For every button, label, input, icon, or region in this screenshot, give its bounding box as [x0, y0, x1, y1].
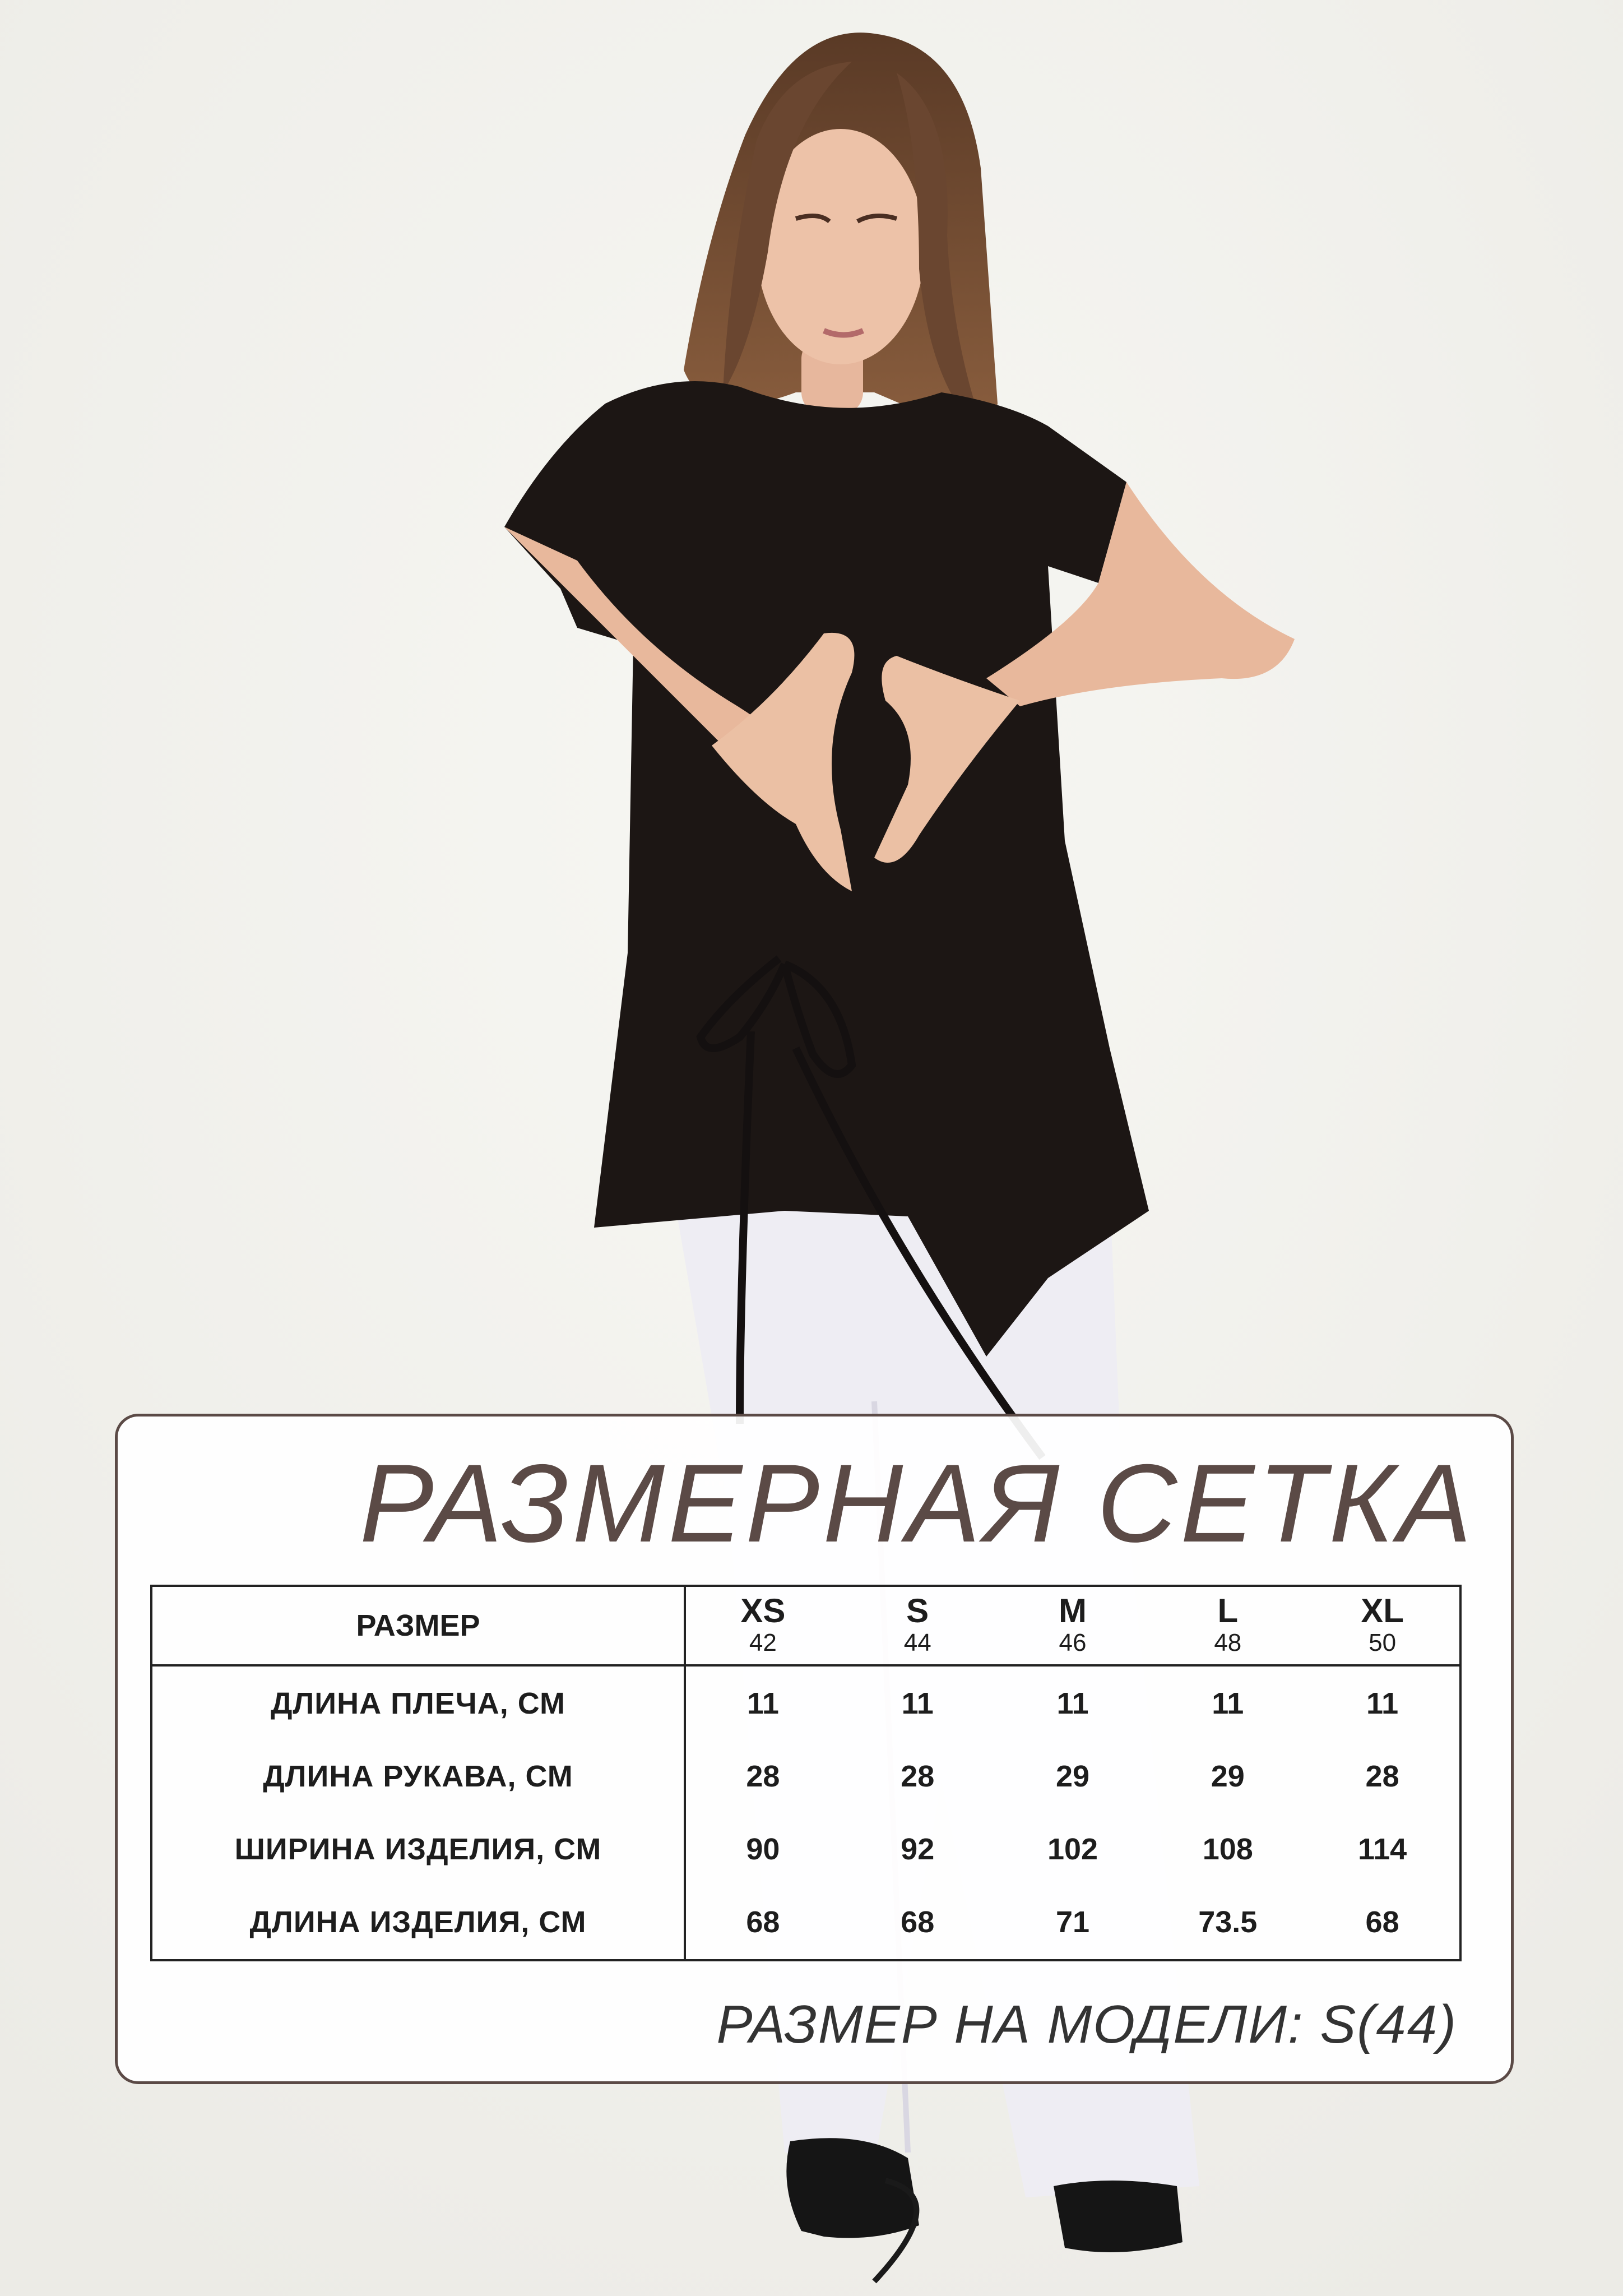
table-cell: 68	[901, 1905, 935, 1939]
size-column-m	[995, 1586, 1151, 1665]
table-cell: 11	[1366, 1686, 1399, 1720]
size-header-label: РАЗМЕР	[151, 1586, 685, 1665]
size-column-l	[1150, 1586, 1305, 1665]
size-column-xl	[1305, 1586, 1460, 1665]
size-chart-title: РАЗМЕРНАЯ СЕТКА	[359, 1441, 1475, 1565]
table-cell: 11	[1056, 1686, 1089, 1720]
size-number: 44	[903, 1629, 931, 1657]
table-cell: 28	[746, 1760, 780, 1794]
table-cell: 114	[1358, 1832, 1407, 1866]
table-row-garment-width	[151, 1813, 1460, 1885]
size-number: 50	[1369, 1629, 1397, 1657]
table-row-garment-length	[151, 1885, 1460, 1960]
table-cell: 92	[901, 1832, 935, 1866]
size-code: S	[906, 1592, 929, 1630]
model-size-note: РАЗМЕР НА МОДЕЛИ: S(44)	[716, 1994, 1457, 2054]
table-cell: 29	[1211, 1760, 1245, 1794]
table-cell: 68	[1365, 1905, 1399, 1939]
size-code: XS	[740, 1592, 786, 1630]
row-label: ДЛИНА ПЛЕЧА, СМ	[151, 1665, 685, 1740]
size-column-s	[840, 1586, 995, 1665]
row-label: ДЛИНА ИЗДЕЛИЯ, СМ	[151, 1885, 685, 1960]
size-code: L	[1217, 1592, 1239, 1630]
table-row-shoulder-length	[151, 1665, 1460, 1740]
table-cell: 102	[1047, 1832, 1098, 1866]
table-cell: 73.5	[1198, 1905, 1258, 1939]
size-chart-card	[115, 1414, 1514, 2084]
table-cell: 71	[1055, 1905, 1090, 1939]
size-number: 46	[1059, 1629, 1087, 1657]
table-cell: 28	[901, 1760, 935, 1794]
size-code: M	[1059, 1592, 1087, 1630]
size-table	[150, 1585, 1462, 1961]
table-cell: 11	[1212, 1686, 1244, 1720]
row-label: ШИРИНА ИЗДЕЛИЯ, СМ	[151, 1813, 685, 1885]
table-cell: 68	[746, 1905, 780, 1939]
size-number: 42	[749, 1629, 777, 1657]
table-header-row	[151, 1586, 1460, 1665]
table-cell: 108	[1202, 1832, 1253, 1866]
size-number: 48	[1214, 1629, 1242, 1657]
row-label: ДЛИНА РУКАВА, СМ	[151, 1740, 685, 1813]
table-cell: 11	[901, 1686, 934, 1720]
table-cell: 29	[1055, 1760, 1090, 1794]
table-cell: 90	[746, 1832, 780, 1866]
table-cell: 28	[1365, 1760, 1399, 1794]
size-column-xs	[685, 1586, 840, 1665]
table-row-sleeve-length	[151, 1740, 1460, 1813]
size-code: XL	[1361, 1592, 1404, 1630]
table-cell: 11	[746, 1686, 779, 1720]
